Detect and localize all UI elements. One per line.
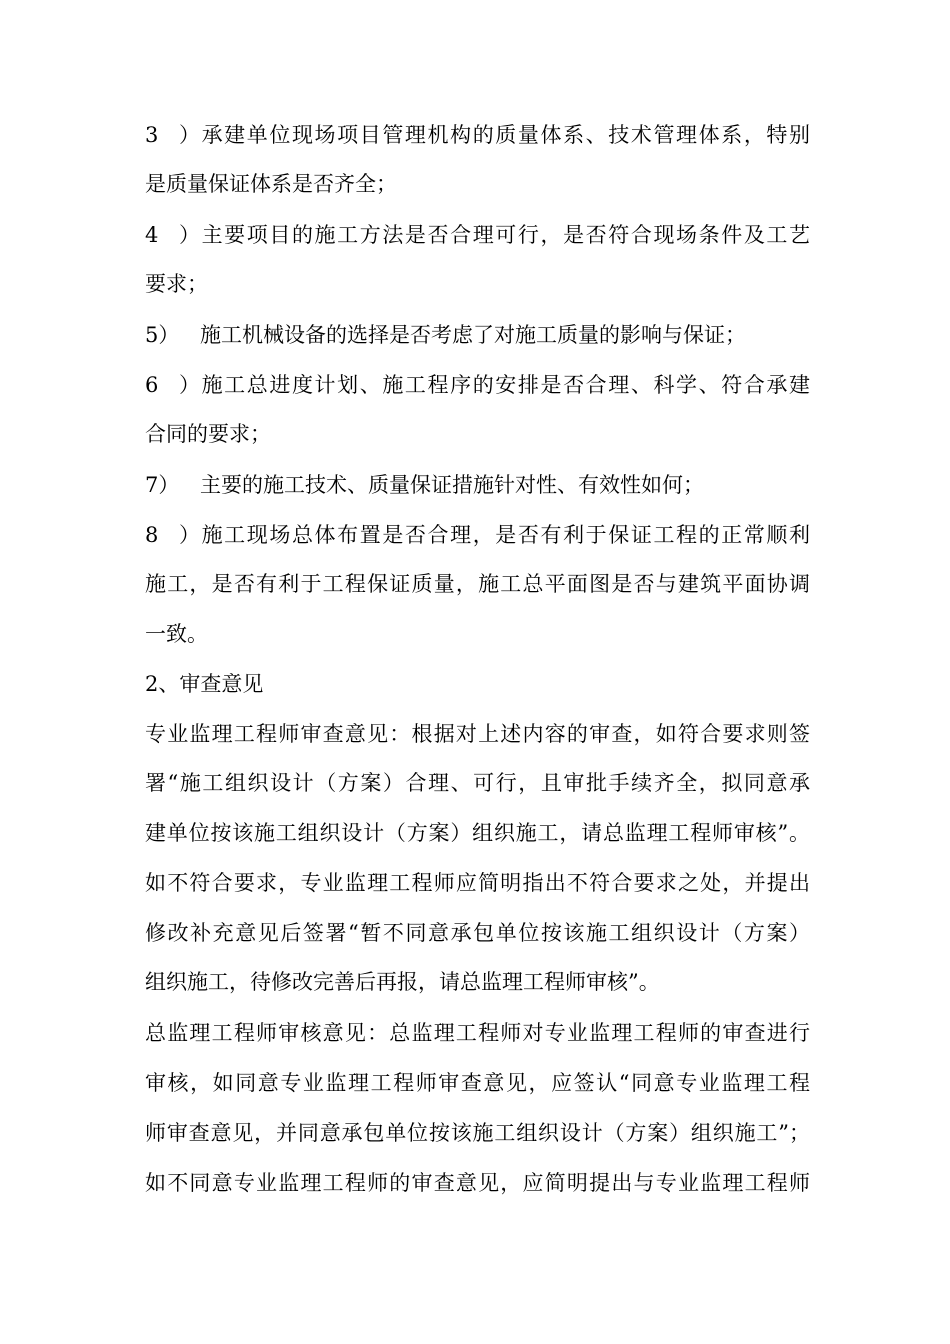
paragraph-1-line-2: 署“施工组织设计（方案）合理、可行，且审批手续齐全，拟同意承 [145,771,810,795]
paragraph-1-line-4: 如不符合要求，专业监理工程师应简明指出不符合要求之处，并提出 [145,871,810,895]
list-item-number: 7） [145,473,180,497]
list-item-text: 施工总进度计划、施工程序的安排是否合理、科学、符合承建 [200,373,810,397]
list-item-7-line-1 [145,473,810,499]
list-item-5-line-1 [145,323,810,349]
paragraph-1-line-3: 建单位按该施工组织设计（方案）组织施工，请总监理工程师审核”。 [145,821,810,845]
paragraph-2-line-3: 师审查意见，并同意承包单位按该施工组织设计（方案）组织施工”； [145,1121,810,1145]
list-item-3-line-2: 是质量保证体系是否齐全； [145,172,397,196]
list-item-text: 承建单位现场项目管理机构的质量体系、技术管理体系，特别 [200,123,810,147]
list-item-text: 主要的施工技术、质量保证措施针对性、有效性如何； [200,473,704,497]
list-item-number: 3） [145,123,200,147]
list-item-4-line-2: 要求； [145,272,208,296]
paragraph-2-line-2: 审核，如同意专业监理工程师审查意见，应签认“同意专业监理工程 [145,1071,810,1095]
list-item-8-line-3: 一致。 [145,622,208,646]
paragraph-1-line-5: 修改补充意见后签署“暂不同意承包单位按该施工组织设计（方案） [145,921,810,945]
list-item-number: 6） [145,373,200,397]
list-item-8-line-2: 施工，是否有利于工程保证质量，施工总平面图是否与建筑平面协调 [145,572,810,596]
list-item-text: 施工现场总体布置是否合理，是否有利于保证工程的正常顺利 [200,523,810,547]
paragraph-1-line-1: 专业监理工程师审查意见：根据对上述内容的审查，如符合要求则签 [145,722,810,746]
paragraph-1-line-6: 组织施工，待修改完善后再报，请总监理工程师审核”。 [145,970,660,994]
list-item-8-line-1 [145,523,810,549]
list-item-6-line-2: 合同的要求； [145,422,271,446]
list-item-text: 施工机械设备的选择是否考虑了对施工质量的影响与保证； [200,323,746,347]
section-heading: 2、审查意见 [145,672,264,696]
list-item-text: 主要项目的施工方法是否合理可行，是否符合现场条件及工艺 [200,223,810,247]
list-item-6-line-1 [145,373,810,399]
list-item-4-line-1 [145,223,810,249]
paragraph-2-line-1: 总监理工程师审核意见：总监理工程师对专业监理工程师的审查进行 [145,1021,810,1045]
list-item-number: 5） [145,323,180,347]
list-item-number: 8） [145,523,200,547]
list-item-3-line-1 [145,123,810,149]
list-item-number: 4） [145,223,200,247]
paragraph-2-line-4: 如不同意专业监理工程师的审查意见，应简明提出与专业监理工程师 [145,1171,810,1195]
